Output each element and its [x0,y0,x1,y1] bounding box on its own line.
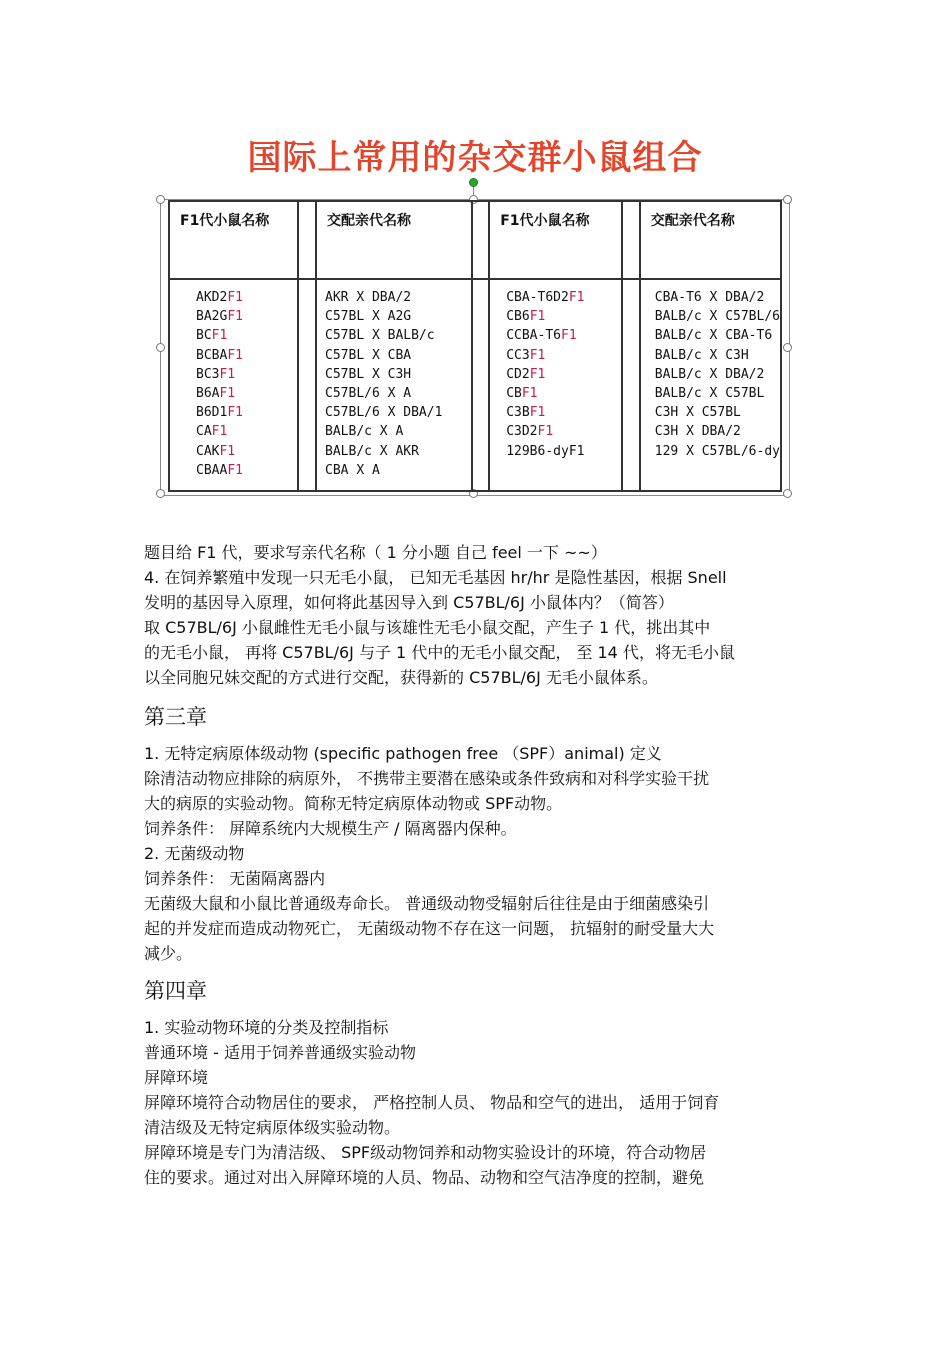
text-line: 屏障环境是专门为清洁级、 SPF级动物饲养和动物实验设计的环境，符合动物居 [144,1143,707,1162]
strain-base: BC3 [196,366,220,382]
strain-suffix: F1 [219,385,236,401]
text-line: 普通环境 - 适用于饲养普通级实验动物 [144,1043,416,1062]
strain-suffix: F1 [521,385,538,401]
text-line: 无菌级大鼠和小鼠比普通级寿命长。 普通级动物受辐射后往往是由于细菌感染引 [144,894,710,913]
paragraph-chapter-3 [144,741,808,966]
parent-cross-item: C3H X C57BL [654,405,741,421]
f1-strain-item [506,384,621,403]
text-line: 减少。 [144,944,193,963]
f1-strain-item [506,422,621,441]
f1-right-cell [489,279,622,491]
paragraph-chapter-4 [144,1015,808,1190]
strain-suffix: F1 [537,424,554,440]
parent-cross-item: 129 X C57BL/6-dy [654,443,780,459]
chapter-4-heading [144,976,808,1006]
header-parents-left: 交配亲代名称 [316,201,472,279]
strain-base: CCBA-T6 [506,328,561,344]
resize-handle-tr[interactable] [783,195,792,204]
f1-strain-item [506,326,621,345]
column-gap [298,279,316,491]
resize-handle-br[interactable] [783,489,792,498]
text-line: 起的并发症而造成动物死亡， 无菌级动物不存在这一问题， 抗辐射的耐受量大大 [144,919,715,938]
text-line: 题目给 F1 代，要求写亲代名称（ 1 分小题 自己 feel 一下 ~~） [144,543,607,562]
strain-suffix: F1 [219,443,236,459]
resize-handle-bl[interactable] [156,489,165,498]
header-parents-right: 交配亲代名称 [640,201,781,279]
strain-base: CBAA [196,462,228,478]
header-f1-right: F1代小鼠名称 [489,201,622,279]
strain-base: CB6 [506,309,530,325]
parent-cross-item: BALB/c X CBA-T6 [654,328,773,344]
parent-cross-item: C57BL X C3H [325,366,412,382]
strain-base: BA2G [196,309,228,325]
text-line: 饲养条件： 无菌隔离器内 [144,869,326,888]
column-gap [472,201,490,279]
strain-suffix: F1 [529,309,546,325]
text-line: 取 C57BL/6J 小鼠雌性无毛小鼠与该雄性无毛小鼠交配，产生子 1 代，挑出其中 [144,618,711,637]
strain-base: AKD2 [196,290,228,305]
strain-suffix: F1 [227,290,243,305]
strain-base: CD2 [506,366,530,382]
table-body-row [169,279,781,491]
strain-base: CBA-T6D2 [506,290,569,305]
parent-cross-item: C57BL X CBA [325,347,412,363]
parent-cross-item: BALB/c X C57BL/6 [654,309,780,325]
chapter-title: 第四章 [144,979,207,1003]
strain-suffix: F1 [227,405,243,421]
f1-strain-item [196,288,297,307]
parent-cross-item: C3H X DBA/2 [654,424,741,440]
parents-right-cell [640,279,781,491]
strain-suffix: F1 [227,309,243,325]
parents-left-list [317,288,471,480]
column-gap [472,279,490,491]
column-gap [622,201,640,279]
text-line: 2. 无菌级动物 [144,844,245,863]
resize-handle-tl[interactable] [156,195,165,204]
f1-strain-item [196,384,297,403]
text-line: 的无毛小鼠， 再将 C57BL/6J 与子 1 代中的无毛小鼠交配， 至 14 代，将无毛小鼠 [144,643,735,662]
strain-suffix: F1 [529,405,546,421]
strain-base: C3B [506,405,530,421]
text-line: 屏障环境符合动物居住的要求， 严格控制人员、 物品和空气的进出， 适用于饲育 [144,1093,720,1112]
parent-cross-item: C57BL/6 X DBA/1 [325,405,443,421]
text-line: 清洁级及无特定病原体级实验动物。 [144,1118,401,1137]
parent-cross-item: BALB/c X DBA/2 [654,366,765,382]
column-gap [298,201,316,279]
f1-strain-item [196,403,297,422]
f1-strain-item [506,307,621,326]
f1-strain-item [506,403,621,422]
hybrid-mice-figure [0,0,950,500]
figure-title: 国际上常用的杂交群小鼠组合 [247,138,703,178]
text-line: 以全同胞兄妹交配的方式进行交配，获得新的 C57BL/6J 无毛小鼠体系。 [144,668,658,687]
strain-base: 129B6-dyF1 [506,443,585,459]
strain-base: CB [506,385,522,401]
f1-right-list [490,288,621,461]
f1-left-cell [169,279,298,491]
strain-suffix: F1 [529,347,546,363]
strain-suffix: F1 [561,328,577,344]
parents-right-list [641,288,780,461]
chapter-3-heading [144,702,808,732]
text-line: 屏障环境 [144,1068,209,1087]
text-line: 1. 无特定病原体级动物 (specific pathogen free （SPF）animal) 定义 [144,744,662,763]
table-header-row [169,201,781,279]
strain-base: CAK [196,443,220,459]
parent-cross-item: C57BL X BALB/c [325,328,435,344]
text-line: 大的病原的实验动物。简称无特定病原体动物或 SPF动物。 [144,794,563,813]
parent-cross-item: CBA X A [325,462,380,478]
parent-cross-item: C57BL X A2G [325,309,412,325]
strain-suffix: F1 [219,366,236,382]
rotation-handle[interactable] [469,178,478,187]
strain-base: BCBA [196,347,228,363]
f1-strain-item [196,326,297,345]
text-line: 发明的基因导入原理，如何将此基因导入到 C57BL/6J 小鼠体内？（简答） [144,593,674,612]
f1-left-list [170,288,297,480]
strain-base: BC [196,328,212,344]
parent-cross-item: C57BL/6 X A [325,385,412,401]
strain-suffix: F1 [568,290,585,305]
strain-suffix: F1 [211,328,228,344]
column-gap [622,279,640,491]
f1-strain-item [506,288,621,307]
strain-base: C3D2 [506,424,538,440]
strain-suffix: F1 [529,366,546,382]
f1-strain-item [196,422,297,441]
f1-strain-item [506,346,621,365]
strain-base: CC3 [506,347,530,363]
resize-handle-mr[interactable] [783,343,792,352]
resize-handle-ml[interactable] [156,343,165,352]
strain-base: CA [196,424,212,440]
f1-strain-item [196,365,297,384]
strain-suffix: F1 [227,462,243,478]
f1-strain-item [196,461,297,480]
text-line: 住的要求。通过对出入屏障环境的人员、物品、动物和空气洁净度的控制，避免 [144,1168,705,1187]
parent-cross-item: AKR X DBA/2 [325,290,412,305]
f1-strain-item [506,365,621,384]
text-line: 1. 实验动物环境的分类及控制指标 [144,1018,389,1037]
mice-table [168,200,782,492]
parent-cross-item: BALB/c X A [325,424,404,440]
parents-left-cell [316,279,472,491]
paragraph-question-4 [144,540,808,690]
f1-strain-item [506,442,621,461]
parent-cross-item: CBA-T6 X DBA/2 [654,290,765,305]
parent-cross-item: BALB/c X C57BL [654,385,765,401]
strain-suffix: F1 [227,347,243,363]
strain-base: B6D1 [196,405,228,421]
text-line: 饲养条件： 屏障系统内大规模生产 / 隔离器内保种。 [144,819,517,838]
parent-cross-item: BALB/c X AKR [325,443,419,459]
strain-suffix: F1 [211,424,228,440]
text-line: 除清洁动物应排除的病原外， 不携带主要潜在感染或条件致病和对科学实验干扰 [144,769,710,788]
f1-strain-item [196,346,297,365]
header-f1-left: F1代小鼠名称 [169,201,298,279]
strain-base: B6A [196,385,220,401]
f1-strain-item [196,307,297,326]
f1-strain-item [196,442,297,461]
parent-cross-item: BALB/c X C3H [654,347,749,363]
chapter-title: 第三章 [144,705,207,729]
text-line: 4. 在饲养繁殖中发现一只无毛小鼠， 已知无毛基因 hr/hr 是隐性基因，根据 Snell [144,568,727,587]
